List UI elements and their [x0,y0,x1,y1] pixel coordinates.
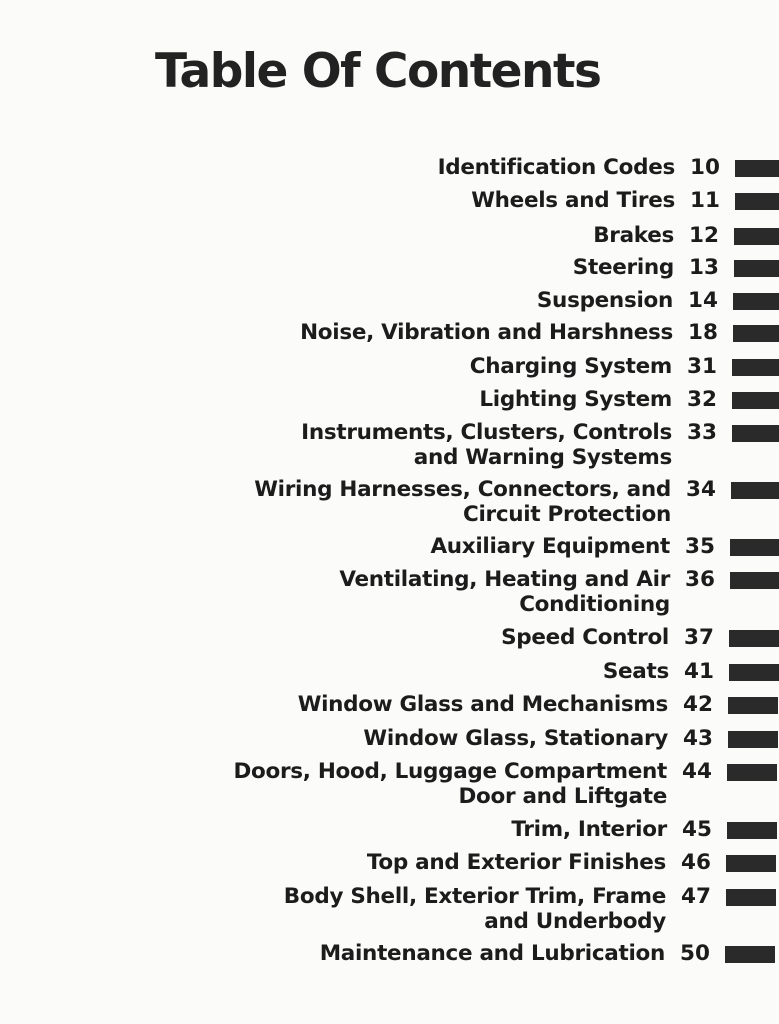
page-number: 11 [690,188,720,213]
section-tab-marker [728,731,778,748]
page-number: 13 [689,255,719,280]
section-tab-marker [725,946,775,963]
entry-title [537,288,673,313]
page-number: 36 [685,567,715,592]
entry-title-line: Conditioning [519,592,670,617]
entry-title [501,625,669,650]
section-tab-marker [730,539,779,556]
page-number: 47 [681,884,711,909]
toc-entry [0,477,779,537]
section-tab-marker [729,630,779,647]
section-tab-marker [726,889,776,906]
entry-title [367,850,666,875]
entry-title-line: Suspension [536,288,673,313]
page-number: 45 [682,817,712,842]
entry-title-line: Identification Codes [437,155,675,180]
entry-title-line: Brakes [593,223,674,248]
page-number: 42 [683,692,713,717]
entry-title [511,817,667,842]
section-tab-marker [733,325,779,342]
entry-title [470,354,672,379]
entry-title [339,567,670,617]
section-tab-marker [732,359,779,376]
entry-title [573,255,674,280]
section-tab-marker [734,228,779,245]
section-tab-marker [734,260,779,277]
page-number: 34 [686,477,716,502]
entry-title-line: Maintenance and Lubrication [319,941,665,966]
entry-title [234,759,667,809]
entry-title-line: Auxiliary Equipment [430,534,670,559]
toc-entry [0,941,779,1001]
entry-title [479,387,672,412]
page-number: 32 [687,387,717,412]
entry-title-line: Wheels and Tires [471,188,675,213]
section-tab-marker [729,664,779,681]
page-number: 18 [688,320,718,345]
entry-title [254,477,671,527]
entry-title-line: Speed Control [501,625,669,650]
page-number: 31 [687,354,717,379]
toc-entry [0,420,779,480]
section-tab-marker [727,764,777,781]
toc-entry [0,759,779,819]
entry-title [320,941,665,966]
entry-title [363,726,668,751]
section-tab-marker [730,572,779,589]
section-tab-marker [733,293,779,310]
page-number: 35 [685,534,715,559]
entry-title-line: Instruments, Clusters, Controls [301,420,672,445]
entry-title-line: Window Glass and Mechanisms [297,692,668,717]
toc-entry [0,567,779,627]
page-number: 37 [684,625,714,650]
entry-title-line: Wiring Harnesses, Connectors, and [254,477,671,502]
entry-title [471,188,675,213]
section-tab-marker [726,855,776,872]
section-tab-marker [732,425,779,442]
entry-title [603,659,669,684]
section-tab-marker [727,822,777,839]
entry-title-line: Circuit Protection [463,502,671,527]
entry-title-line: Doors, Hood, Luggage Compartment [233,759,667,784]
entry-title-line: Charging System [469,354,672,379]
section-tab-marker [731,482,779,499]
entry-title [430,534,670,559]
toc-entry [0,884,779,944]
page-number: 41 [684,659,714,684]
page-number: 12 [689,223,719,248]
entry-title-line: and Warning Systems [413,445,672,470]
entry-title [284,884,666,934]
section-tab-marker [735,193,779,210]
entry-title-line: Lighting System [479,387,672,412]
page-number: 46 [681,850,711,875]
page-number: 33 [687,420,717,445]
entry-title-line: Top and Exterior Finishes [366,850,666,875]
entry-title [300,320,673,345]
page-title: Table Of Contents [155,44,601,99]
entry-title-line: Body Shell, Exterior Trim, Frame [283,884,666,909]
page-number: 14 [688,288,718,313]
entry-title-line: Noise, Vibration and Harshness [300,320,673,345]
entry-title-line: Window Glass, Stationary [363,726,668,751]
entry-title-line: Ventilating, Heating and Air [339,567,670,592]
entry-title-line: Trim, Interior [511,817,667,842]
page-number: 50 [680,941,710,966]
entry-title-line: Door and Liftgate [458,784,667,809]
page-number: 43 [683,726,713,751]
section-tab-marker [732,392,779,409]
page-number: 10 [690,155,720,180]
entry-title [298,692,668,717]
page-number: 44 [682,759,712,784]
entry-title [438,155,675,180]
entry-title-line: Seats [602,659,669,684]
entry-title-line: Steering [572,255,674,280]
section-tab-marker [735,160,779,177]
entry-title [593,223,674,248]
entry-title [301,420,672,470]
entry-title-line: and Underbody [484,909,666,934]
section-tab-marker [728,697,778,714]
